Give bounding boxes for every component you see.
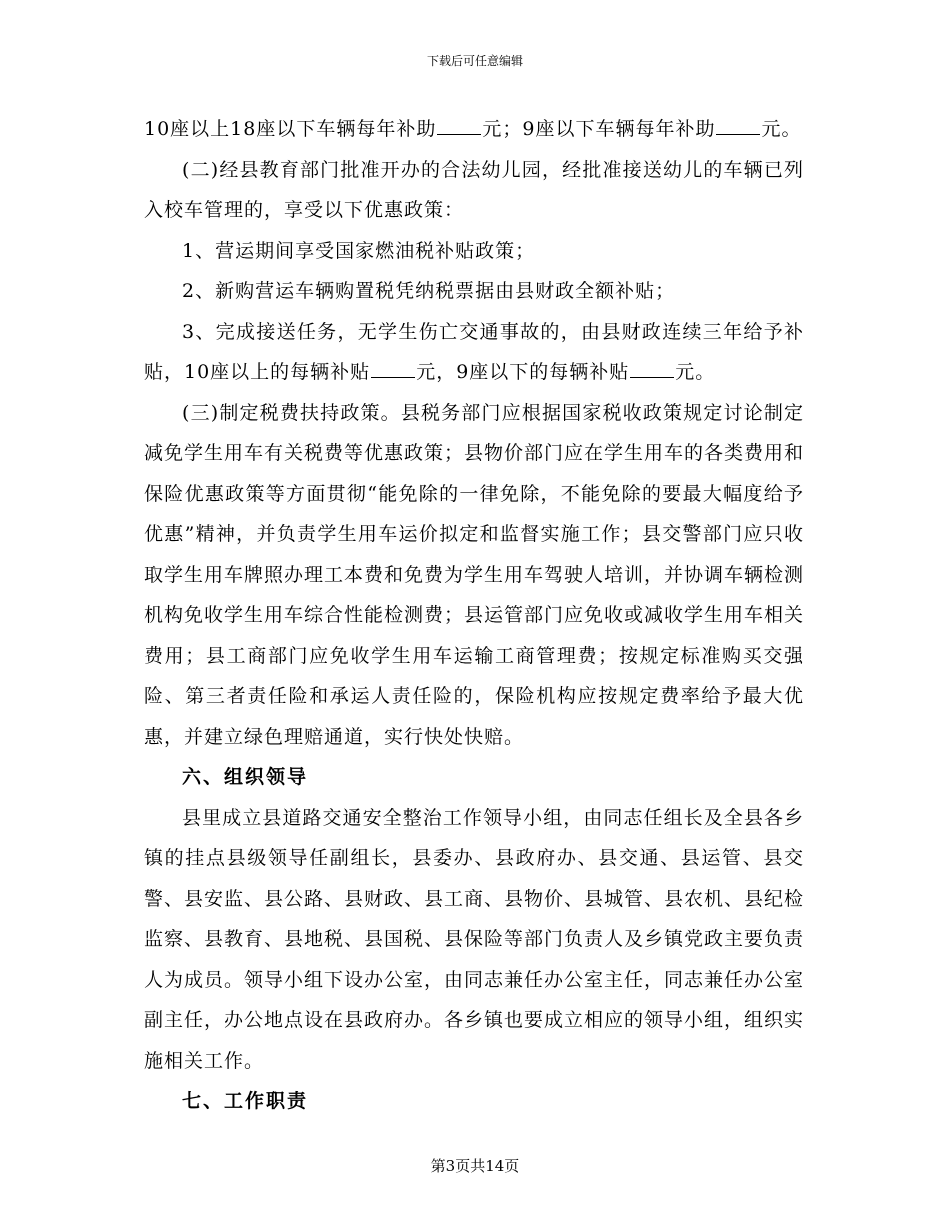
- paragraph-leadership-group: 县里成立县道路交通安全整治工作领导小组，由同志任组长及全县各乡镇的挂点县级领导任副组长，县委办、县政府办、县交通、县运管、县交警、县安监、县公路、县财政、县工商、县物价、县城管、县农机、县纪检监察、县教育、县地税、县国税、县保险等部门负责人及乡镇党政主要负责人为成员。领导小组下设办公室，由同志兼任办公室主任，同志兼任办公室副主任，办公地点设在县政府办。各乡镇也要成立相应的领导小组，组织实施相关工作。: [144, 806, 805, 1072]
- fill-blank: [716, 117, 760, 135]
- fill-blank: [437, 117, 481, 135]
- section-heading-duties: 七、工作职责: [182, 1090, 309, 1112]
- document-body: [144, 109, 804, 1122]
- text-segment: 10座以上18座以下车辆每年补助: [144, 118, 437, 140]
- text-segment: 元。: [761, 118, 802, 140]
- list-item-purchase-tax: 2、新购营运车辆购置税凭纳税票据由县财政全额补贴；: [182, 280, 676, 302]
- page-header: 下载后可任意编辑: [426, 54, 523, 68]
- paragraph-tax-support: (三)制定税费扶持政策。县税务部门应根据国家税收政策规定讨论制定减免学生用车有关税费等优惠政策；县物价部门应在学生用车的各类费用和保险优惠政策等方面贯彻“能免除的一律免除，不能免除的要最大幅度给予优惠”精神，并负责学生用车运价拟定和监督实施工作；县交警部门应只收取学生用车牌照办理工本费和免费为学生用车驾驶人培训，并协调车辆检测机构免收学生用车综合性能检测费；县运管部门应免收或减收学生用车相关费用；县工商部门应免收学生用车运输工商管理费；按规定标准购买交强险、第三者责任险和承运人责任险的，保险机构应按规定费率给予最大优惠，并建立绿色理赔通道，实行快处快赔。: [144, 401, 805, 748]
- fill-blank: [630, 360, 674, 378]
- text-segment: 元，9座以下的每辆补贴: [416, 361, 630, 383]
- page-number: 第3页共14页: [430, 1157, 520, 1175]
- paragraph-vehicle-subsidy-continued: [144, 109, 804, 150]
- list-item-fuel-tax: 1、营运期间享受国家燃油税补贴政策；: [182, 239, 536, 262]
- fill-blank: [371, 360, 415, 378]
- text-segment: 元。: [675, 361, 716, 383]
- list-item-safety-subsidy: [144, 312, 804, 393]
- paragraph-kindergarten-policy: (二)经县教育部门批准开办的合法幼儿园，经批准接送幼儿的车辆已列入校车管理的，享受以下优惠政策：: [144, 158, 804, 221]
- text-segment: 3、完成接送任务，无学生伤亡交通事故的，由县财政连续三年给予补贴，10座以上的每辆补贴: [144, 320, 804, 383]
- section-heading-organization: 六、组织领导: [182, 766, 309, 788]
- text-segment: 元；9座以下车辆每年补助: [482, 118, 716, 140]
